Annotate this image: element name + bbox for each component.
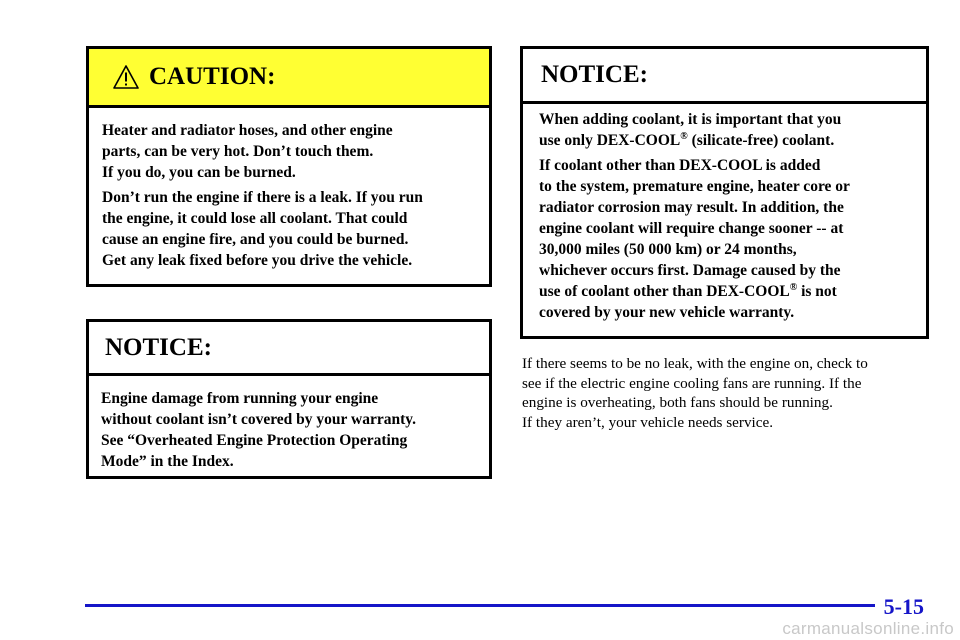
notice-line: If coolant other than DEX-COOL is added: [539, 157, 821, 174]
notice-line: radiator corrosion may result. In addition, the: [539, 199, 844, 216]
notice-box-left: [86, 319, 492, 479]
notice-line: Engine damage from running your engine: [101, 390, 379, 407]
notice-title-left: NOTICE:: [105, 333, 212, 361]
caution-line: parts, can be very hot. Don’t touch them.: [102, 143, 374, 160]
caution-line: Get any leak fixed before you drive the vehicle.: [102, 252, 413, 269]
caution-title: CAUTION:: [149, 63, 276, 90]
body-line: If there seems to be no leak, with the engine on, check to: [522, 355, 868, 372]
notice-title-right: NOTICE:: [541, 61, 648, 88]
watermark: carmanualsonline.info: [782, 619, 954, 638]
body-line: engine is overheating, both fans should be running.: [522, 394, 833, 411]
body-line: If they aren’t, your vehicle needs service.: [522, 413, 774, 431]
caution-line: cause an engine fire, and you could be burned.: [102, 231, 409, 248]
notice-line: See “Overheated Engine Protection Operating: [101, 432, 408, 449]
caution-line: Heater and radiator hoses, and other engine: [102, 122, 393, 139]
notice-line: without coolant isn’t covered by your warranty.: [101, 411, 417, 428]
notice-line: 30,000 miles (50 000 km) or 24 months,: [539, 241, 797, 258]
caution-line: Don’t run the engine if there is a leak. If you run: [102, 189, 423, 206]
warning-triangle-icon: [112, 64, 140, 90]
registered-mark: ®: [680, 130, 688, 142]
notice-line: When adding coolant, it is important that you: [539, 111, 842, 128]
footer-rule: [85, 604, 875, 607]
notice-line: covered by your new vehicle warranty.: [539, 304, 795, 321]
caution-header: [89, 49, 489, 108]
body-line: see if the electric engine cooling fans are running. If the: [522, 374, 862, 392]
registered-mark: ®: [789, 281, 798, 293]
notice-body-right: [523, 104, 926, 323]
caution-line: the engine, it could lose all coolant. That could: [102, 210, 408, 227]
body-paragraph: [522, 354, 942, 432]
caution-box: [86, 46, 492, 287]
notice-header-right: [523, 49, 926, 104]
notice-line: Mode” in the Index.: [101, 453, 234, 470]
caution-line: If you do, you can be burned.: [102, 164, 296, 181]
page-number: 5-15: [883, 594, 924, 619]
notice-line: use only DEX-COOL® (silicate-free) coolant.: [539, 130, 835, 149]
notice-header-left: [89, 322, 489, 376]
caution-body: [89, 108, 489, 271]
notice-body-left: [89, 376, 489, 472]
notice-line: to the system, premature engine, heater core or: [539, 178, 850, 195]
notice-line: use of coolant other than DEX-COOL® is not: [539, 281, 837, 300]
notice-line: whichever occurs first. Damage caused by the: [539, 262, 841, 279]
notice-box-right: [520, 46, 929, 339]
notice-line: engine coolant will require change sooner -- at: [539, 220, 844, 237]
